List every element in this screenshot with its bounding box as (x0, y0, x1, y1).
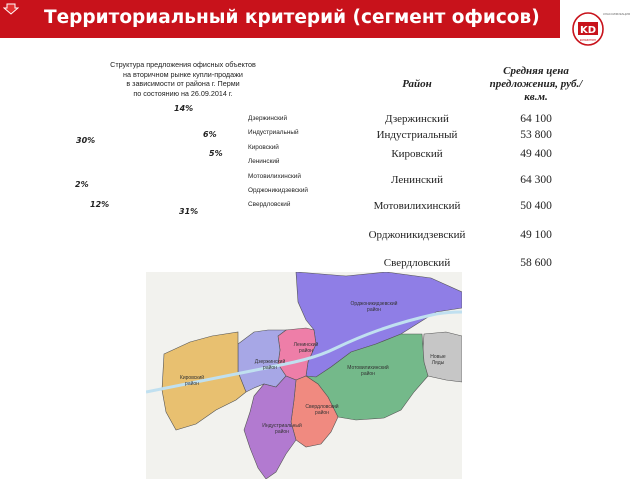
pie-caption-line: в зависимости от района г. Перми (126, 79, 240, 88)
pie-label: 2% (75, 180, 89, 189)
pie-caption-line: на вторичном рынке купли-продажи (123, 69, 243, 79)
column-header-district: Район (402, 78, 432, 90)
legend-item: Свердловский (248, 201, 291, 209)
pie-label: 31% (179, 207, 199, 216)
map-label: Орджоникидзевский (350, 301, 398, 307)
table-row (351, 141, 589, 167)
page-title: Территориальный критерий (сегмент офисов) (44, 7, 540, 28)
map-label: Ленинский (293, 342, 319, 348)
district-map (146, 272, 462, 479)
district-cell: Кировский (391, 148, 443, 160)
table-row (351, 193, 589, 219)
table-row (351, 167, 589, 193)
map-label: район (367, 307, 381, 313)
map-label: Кировский (179, 375, 205, 381)
logo-caption: консалтинг (579, 38, 597, 42)
table-row (351, 219, 589, 251)
title-banner (0, 0, 560, 38)
price-cell: 49 400 (520, 148, 552, 160)
map-label: район (275, 429, 289, 435)
price-cell: 50 400 (520, 200, 552, 212)
pie-caption-line: по состоянию на 26.09.2014 г. (133, 88, 233, 98)
pie-label: 5% (209, 149, 223, 158)
price-table (351, 58, 589, 275)
legend-item: Ленинский (248, 158, 280, 166)
down-arrow-icon (3, 3, 19, 15)
legend-item: Мотовилихинский (248, 172, 301, 180)
map-label: Свердловский (305, 404, 339, 410)
map-label: район (315, 410, 329, 416)
pie-caption-line: Структура предложения офисных объектов (110, 60, 256, 69)
company-logo (566, 6, 632, 52)
map-label: Индустриальный (262, 423, 302, 429)
pie-label: 30% (76, 136, 96, 145)
table-row (351, 110, 589, 128)
map-label: Дзержинский (254, 359, 286, 365)
pie-label: 12% (90, 200, 110, 209)
table-row (351, 128, 589, 141)
district-cell: Ленинский (391, 174, 443, 186)
table-header-row (351, 58, 589, 110)
price-cell: 64 100 (520, 113, 552, 125)
map-label: Ляды (431, 360, 445, 366)
district-cell: Индустриальный (376, 128, 458, 141)
pie-legend (248, 114, 308, 215)
pie-caption (78, 60, 288, 98)
map-label: район (299, 348, 313, 354)
map-label: район (263, 365, 277, 371)
price-cell: 49 100 (520, 229, 552, 241)
map-label: Мотовилихинский (347, 365, 389, 371)
map-label: Новые (430, 354, 446, 360)
district-cell: Орджоникидзевский (368, 229, 466, 241)
logo-text: KD (579, 25, 597, 36)
district-cell: Свердловский (383, 257, 451, 269)
legend-item: Орджоникидзевский (248, 186, 308, 194)
price-cell: 64 300 (520, 174, 552, 186)
legend-item: Дзержинский (248, 115, 288, 122)
price-cell: 58 600 (520, 257, 552, 269)
map-label: район (361, 371, 375, 377)
legend-item: Индустриальный (248, 129, 299, 137)
logo-small-text: КЛАССИФИКАЦИЯ (603, 12, 630, 16)
legend-item: Кировский (248, 143, 279, 151)
district-cell: Дзержинский (385, 113, 449, 125)
column-header-price: Средняя цена предложения, руб./кв.м. (489, 64, 583, 103)
map-label: район (185, 381, 199, 387)
price-cell: 53 800 (520, 128, 552, 141)
pie-label: 6% (203, 130, 217, 139)
pie-label: 14% (174, 104, 194, 113)
district-cell: Мотовилихинский (373, 200, 461, 212)
